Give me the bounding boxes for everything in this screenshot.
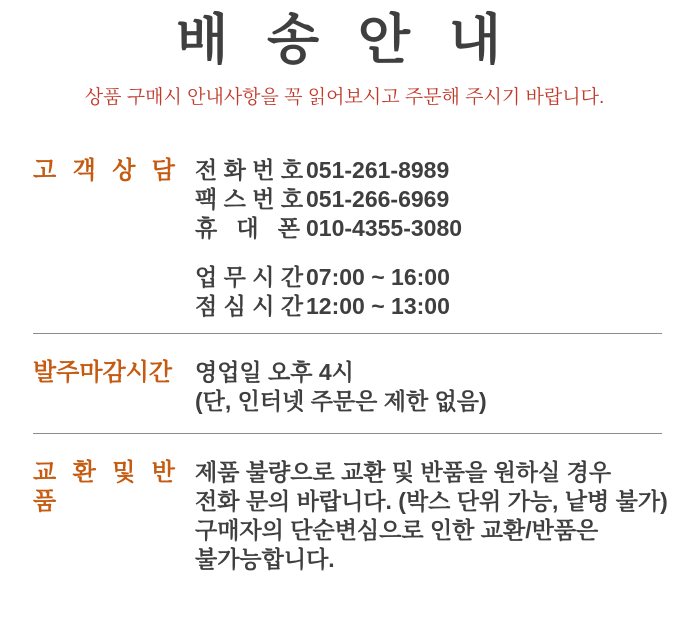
shipping-notice-page bbox=[0, 8, 689, 638]
exchange-return-line: 구매자의 단순변심으로 인한 교환/반품은 bbox=[195, 517, 599, 543]
hours-label-business: 업 무 시 간 bbox=[195, 264, 304, 290]
contact-row-mobile bbox=[195, 214, 462, 243]
divider bbox=[33, 333, 662, 334]
page-title: 배 송 안 내 bbox=[176, 10, 513, 70]
section-customer-service bbox=[33, 156, 689, 321]
hours-row-lunch bbox=[195, 292, 462, 321]
hours-row-business bbox=[195, 263, 462, 292]
hours-value-business: 07:00 ~ 16:00 bbox=[306, 264, 450, 290]
hours-label-lunch: 점 심 시 간 bbox=[195, 293, 304, 319]
customer-service-content bbox=[195, 156, 462, 321]
contact-row-fax bbox=[195, 185, 462, 214]
contact-value-fax: 051-266-6969 bbox=[306, 186, 450, 212]
contact-label-mobile: 휴 대 폰 bbox=[195, 215, 300, 241]
order-deadline-line: (단, 인터넷 주문은 제한 없음) bbox=[195, 388, 487, 414]
section-order-deadline bbox=[33, 358, 689, 416]
contact-label-phone: 전 화 번 호 bbox=[195, 157, 304, 183]
contact-label-fax: 팩 스 번 호 bbox=[195, 186, 304, 212]
hours-value-lunch: 12:00 ~ 13:00 bbox=[306, 293, 450, 319]
contact-row-phone bbox=[195, 156, 462, 185]
contact-value-mobile: 010-4355-3080 bbox=[306, 215, 463, 241]
divider bbox=[33, 433, 662, 434]
section-exchange-return bbox=[33, 458, 689, 574]
order-deadline-content bbox=[195, 358, 487, 416]
contact-value-phone: 051-261-8989 bbox=[306, 157, 450, 183]
exchange-return-line: 전화 문의 바랍니다. (박스 단위 가능, 낱병 불가) bbox=[195, 488, 668, 514]
business-hours-block bbox=[195, 263, 462, 321]
section-label-order-deadline: 발주마감시간 bbox=[33, 359, 173, 386]
exchange-return-content bbox=[195, 458, 668, 574]
section-label-customer-service: 고 객 상 담 bbox=[33, 157, 175, 184]
page-subtitle: 상품 구매시 안내사항을 꼭 읽어보시고 주문해 주시기 바랍니다. bbox=[84, 87, 605, 108]
section-label-exchange-return: 교 환 및 반 품 bbox=[33, 459, 175, 515]
order-deadline-line: 영업일 오후 4시 bbox=[195, 359, 354, 385]
exchange-return-line: 불가능합니다. bbox=[195, 546, 335, 572]
exchange-return-line: 제품 불량으로 교환 및 반품을 원하실 경우 bbox=[195, 459, 612, 485]
